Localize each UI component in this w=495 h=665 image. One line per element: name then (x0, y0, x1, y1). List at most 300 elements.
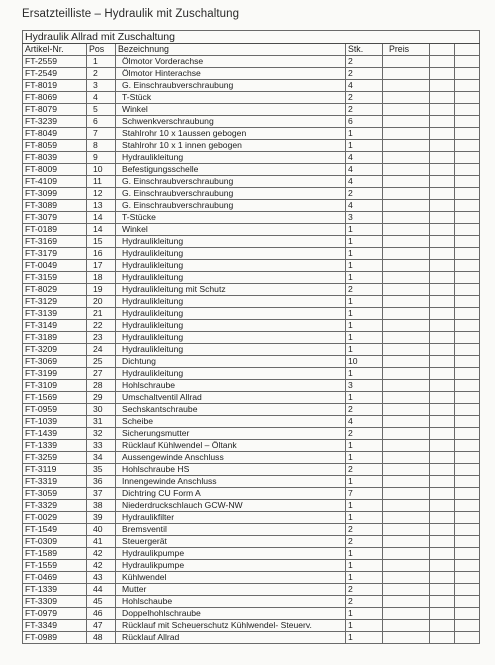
table-row (23, 404, 480, 416)
cell-blank (430, 632, 455, 644)
cell-pos: 14 (87, 224, 116, 236)
cell-artnr: FT-2559 (23, 56, 87, 68)
cell-blank (455, 476, 480, 488)
cell-pos: 6 (87, 116, 116, 128)
cell-desc: Hohlschaube (116, 596, 346, 608)
cell-qty: 4 (346, 164, 383, 176)
cell-qty: 2 (346, 584, 383, 596)
cell-qty: 3 (346, 212, 383, 224)
cell-blank (455, 92, 480, 104)
table-row (23, 68, 480, 80)
cell-blank (455, 128, 480, 140)
table-row (23, 164, 480, 176)
cell-pos: 29 (87, 392, 116, 404)
cell-blank (430, 116, 455, 128)
table-row (23, 584, 480, 596)
cell-price (383, 92, 430, 104)
cell-blank (455, 308, 480, 320)
table-row (23, 428, 480, 440)
cell-price (383, 104, 430, 116)
table-row (23, 320, 480, 332)
cell-qty: 1 (346, 476, 383, 488)
cell-price (383, 332, 430, 344)
cell-blank (430, 404, 455, 416)
cell-price (383, 164, 430, 176)
table-row (23, 296, 480, 308)
cell-pos: 7 (87, 128, 116, 140)
cell-blank (430, 368, 455, 380)
cell-qty: 2 (346, 56, 383, 68)
cell-artnr: FT-3319 (23, 476, 87, 488)
cell-pos: 28 (87, 380, 116, 392)
table-row (23, 620, 480, 632)
cell-pos: 43 (87, 572, 116, 584)
cell-desc: Hydraulikleitung (116, 152, 346, 164)
cell-qty: 1 (346, 296, 383, 308)
cell-price (383, 404, 430, 416)
cell-price (383, 380, 430, 392)
cell-desc: Winkel (116, 104, 346, 116)
cell-price (383, 608, 430, 620)
cell-blank (430, 272, 455, 284)
cell-blank (430, 440, 455, 452)
cell-blank (455, 212, 480, 224)
cell-artnr: FT-3189 (23, 332, 87, 344)
cell-qty: 1 (346, 392, 383, 404)
cell-qty: 1 (346, 344, 383, 356)
table-row (23, 260, 480, 272)
table-row (23, 332, 480, 344)
cell-artnr: FT-8049 (23, 128, 87, 140)
cell-artnr: FT-3099 (23, 188, 87, 200)
cell-qty: 2 (346, 524, 383, 536)
cell-blank (455, 488, 480, 500)
column-header-artnr: Artikel-Nr. (23, 44, 87, 56)
cell-artnr: FT-3239 (23, 116, 87, 128)
cell-blank (455, 200, 480, 212)
cell-blank (455, 224, 480, 236)
cell-blank (455, 68, 480, 80)
cell-price (383, 308, 430, 320)
cell-price (383, 80, 430, 92)
cell-price (383, 356, 430, 368)
cell-qty: 2 (346, 188, 383, 200)
cell-artnr: FT-3129 (23, 296, 87, 308)
cell-price (383, 152, 430, 164)
table-row (23, 176, 480, 188)
cell-artnr: FT-2549 (23, 68, 87, 80)
cell-desc: Sechskantschraube (116, 404, 346, 416)
cell-price (383, 632, 430, 644)
table-row (23, 128, 480, 140)
column-header-price: Preis (383, 44, 430, 56)
cell-qty: 1 (346, 440, 383, 452)
cell-desc: Hydraulikleitung (116, 368, 346, 380)
cell-artnr: FT-1339 (23, 584, 87, 596)
cell-blank (430, 332, 455, 344)
cell-blank (455, 572, 480, 584)
table-row (23, 212, 480, 224)
cell-blank (430, 308, 455, 320)
cell-blank (430, 140, 455, 152)
table-row (23, 500, 480, 512)
column-header-desc: Bezeichnung (116, 44, 346, 56)
cell-desc: Stahlrohr 10 x 1aussen gebogen (116, 128, 346, 140)
cell-pos: 24 (87, 344, 116, 356)
table-group-title-row (23, 31, 480, 44)
cell-desc: Mutter (116, 584, 346, 596)
cell-qty: 4 (346, 152, 383, 164)
cell-desc: Rücklauf Kühlwendel – Öltank (116, 440, 346, 452)
cell-price (383, 140, 430, 152)
cell-qty: 2 (346, 464, 383, 476)
cell-artnr: FT-3199 (23, 368, 87, 380)
cell-qty: 2 (346, 536, 383, 548)
column-header-blank (430, 44, 455, 56)
cell-pos: 16 (87, 248, 116, 260)
table-row (23, 596, 480, 608)
cell-blank (430, 560, 455, 572)
cell-desc: Scheibe (116, 416, 346, 428)
cell-desc: T-Stück (116, 92, 346, 104)
cell-pos: 1 (87, 56, 116, 68)
cell-price (383, 452, 430, 464)
table-header-row (23, 44, 480, 56)
cell-desc: Steuergerät (116, 536, 346, 548)
cell-blank (455, 320, 480, 332)
table-row (23, 512, 480, 524)
table-row (23, 224, 480, 236)
cell-artnr: FT-3069 (23, 356, 87, 368)
cell-artnr: FT-0189 (23, 224, 87, 236)
cell-qty: 1 (346, 572, 383, 584)
cell-desc: Umschaltventil Allrad (116, 392, 346, 404)
table-row (23, 392, 480, 404)
table-row (23, 308, 480, 320)
cell-blank (455, 440, 480, 452)
cell-qty: 4 (346, 416, 383, 428)
cell-blank (430, 344, 455, 356)
cell-desc: Hydraulikleitung (116, 272, 346, 284)
cell-pos: 2 (87, 68, 116, 80)
cell-blank (455, 56, 480, 68)
cell-artnr: FT-0049 (23, 260, 87, 272)
cell-pos: 13 (87, 200, 116, 212)
cell-desc: Aussengewinde Anschluss (116, 452, 346, 464)
cell-desc: Hydraulikleitung (116, 296, 346, 308)
cell-desc: Hydraulikfilter (116, 512, 346, 524)
cell-artnr: FT-1589 (23, 548, 87, 560)
cell-blank (455, 548, 480, 560)
column-header-pos: Pos (87, 44, 116, 56)
cell-artnr: FT-8039 (23, 152, 87, 164)
cell-blank (430, 188, 455, 200)
cell-blank (455, 272, 480, 284)
cell-blank (455, 164, 480, 176)
cell-blank (455, 500, 480, 512)
cell-pos: 40 (87, 524, 116, 536)
cell-pos: 22 (87, 320, 116, 332)
cell-qty: 1 (346, 512, 383, 524)
cell-blank (455, 176, 480, 188)
cell-blank (430, 572, 455, 584)
cell-price (383, 260, 430, 272)
cell-blank (430, 452, 455, 464)
cell-blank (455, 428, 480, 440)
cell-artnr: FT-3179 (23, 248, 87, 260)
cell-pos: 20 (87, 296, 116, 308)
cell-blank (455, 380, 480, 392)
cell-price (383, 572, 430, 584)
cell-artnr: FT-3209 (23, 344, 87, 356)
cell-artnr: FT-3089 (23, 200, 87, 212)
cell-price (383, 464, 430, 476)
cell-blank (430, 248, 455, 260)
cell-pos: 31 (87, 416, 116, 428)
cell-price (383, 596, 430, 608)
cell-qty: 10 (346, 356, 383, 368)
table-row (23, 236, 480, 248)
cell-pos: 3 (87, 80, 116, 92)
cell-desc: Hydraulikleitung (116, 344, 346, 356)
cell-blank (455, 404, 480, 416)
cell-pos: 23 (87, 332, 116, 344)
table-row (23, 368, 480, 380)
cell-pos: 15 (87, 236, 116, 248)
cell-price (383, 440, 430, 452)
cell-blank (455, 584, 480, 596)
cell-qty: 2 (346, 428, 383, 440)
cell-pos: 45 (87, 596, 116, 608)
parts-table (22, 30, 480, 644)
cell-qty: 1 (346, 548, 383, 560)
table-row (23, 116, 480, 128)
cell-pos: 8 (87, 140, 116, 152)
cell-price (383, 488, 430, 500)
cell-qty: 1 (346, 620, 383, 632)
table-row (23, 248, 480, 260)
cell-price (383, 236, 430, 248)
cell-price (383, 584, 430, 596)
cell-qty: 1 (346, 368, 383, 380)
cell-pos: 9 (87, 152, 116, 164)
cell-blank (430, 512, 455, 524)
cell-pos: 21 (87, 308, 116, 320)
cell-blank (430, 176, 455, 188)
cell-blank (455, 260, 480, 272)
cell-qty: 1 (346, 248, 383, 260)
cell-artnr: FT-8009 (23, 164, 87, 176)
cell-desc: Hydraulikleitung (116, 320, 346, 332)
cell-price (383, 116, 430, 128)
cell-pos: 47 (87, 620, 116, 632)
cell-artnr: FT-3169 (23, 236, 87, 248)
cell-artnr: FT-0979 (23, 608, 87, 620)
cell-price (383, 296, 430, 308)
cell-price (383, 176, 430, 188)
cell-qty: 2 (346, 92, 383, 104)
cell-pos: 10 (87, 164, 116, 176)
table-group-title: Hydraulik Allrad mit Zuschaltung (23, 31, 480, 44)
cell-pos: 19 (87, 284, 116, 296)
cell-desc: Ölmotor Hinterachse (116, 68, 346, 80)
cell-price (383, 560, 430, 572)
table-row (23, 80, 480, 92)
cell-blank (430, 80, 455, 92)
cell-qty: 2 (346, 68, 383, 80)
table-row (23, 608, 480, 620)
cell-price (383, 212, 430, 224)
cell-blank (455, 104, 480, 116)
cell-artnr: FT-3349 (23, 620, 87, 632)
table-row (23, 560, 480, 572)
cell-pos: 46 (87, 608, 116, 620)
cell-blank (430, 620, 455, 632)
cell-desc: Hohlschraube HS (116, 464, 346, 476)
table-row (23, 632, 480, 644)
cell-price (383, 128, 430, 140)
cell-artnr: FT-8059 (23, 140, 87, 152)
cell-blank (430, 152, 455, 164)
cell-blank (430, 428, 455, 440)
cell-price (383, 536, 430, 548)
cell-desc: Hydraulikpumpe (116, 560, 346, 572)
cell-artnr: FT-1559 (23, 560, 87, 572)
cell-price (383, 524, 430, 536)
table-row (23, 284, 480, 296)
document-title: Ersatzteilliste – Hydraulik mit Zuschaltung (22, 8, 240, 20)
cell-blank (455, 536, 480, 548)
cell-qty: 4 (346, 80, 383, 92)
cell-blank (455, 356, 480, 368)
cell-blank (430, 548, 455, 560)
cell-desc: Schwenkverschraubung (116, 116, 346, 128)
cell-artnr: FT-1439 (23, 428, 87, 440)
cell-blank (430, 416, 455, 428)
cell-blank (455, 248, 480, 260)
cell-blank (430, 476, 455, 488)
cell-price (383, 320, 430, 332)
cell-desc: Ölmotor Vorderachse (116, 56, 346, 68)
cell-blank (430, 464, 455, 476)
cell-blank (455, 116, 480, 128)
cell-qty: 4 (346, 176, 383, 188)
cell-price (383, 68, 430, 80)
cell-blank (455, 188, 480, 200)
cell-blank (455, 524, 480, 536)
cell-price (383, 548, 430, 560)
cell-price (383, 392, 430, 404)
cell-desc: Hydraulikleitung (116, 236, 346, 248)
cell-artnr: FT-8029 (23, 284, 87, 296)
cell-blank (455, 620, 480, 632)
cell-desc: T-Stücke (116, 212, 346, 224)
cell-desc: Rücklauf Allrad (116, 632, 346, 644)
cell-desc: Befestigungsschelle (116, 164, 346, 176)
cell-desc: Hydraulikleitung (116, 260, 346, 272)
table-row (23, 536, 480, 548)
cell-pos: 37 (87, 488, 116, 500)
cell-blank (430, 260, 455, 272)
table-row (23, 272, 480, 284)
cell-price (383, 476, 430, 488)
cell-blank (430, 284, 455, 296)
cell-pos: 39 (87, 512, 116, 524)
cell-desc: Hydraulikleitung (116, 248, 346, 260)
table-row (23, 524, 480, 536)
cell-artnr: FT-3149 (23, 320, 87, 332)
cell-blank (455, 236, 480, 248)
cell-desc: Hydraulikpumpe (116, 548, 346, 560)
table-row (23, 464, 480, 476)
cell-blank (430, 488, 455, 500)
cell-artnr: FT-1039 (23, 416, 87, 428)
cell-desc: Dichtring CU Form A (116, 488, 346, 500)
cell-qty: 1 (346, 224, 383, 236)
cell-qty: 1 (346, 500, 383, 512)
cell-artnr: FT-0029 (23, 512, 87, 524)
cell-qty: 1 (346, 272, 383, 284)
cell-blank (430, 380, 455, 392)
cell-blank (455, 464, 480, 476)
cell-pos: 32 (87, 428, 116, 440)
cell-desc: Stahlrohr 10 x 1 innen gebogen (116, 140, 346, 152)
table-row (23, 548, 480, 560)
cell-blank (455, 296, 480, 308)
cell-artnr: FT-3309 (23, 596, 87, 608)
cell-qty: 1 (346, 128, 383, 140)
cell-blank (455, 512, 480, 524)
cell-blank (430, 392, 455, 404)
cell-blank (455, 152, 480, 164)
cell-blank (455, 632, 480, 644)
table-row (23, 152, 480, 164)
cell-qty: 2 (346, 104, 383, 116)
cell-price (383, 248, 430, 260)
cell-blank (430, 200, 455, 212)
cell-blank (455, 608, 480, 620)
cell-price (383, 188, 430, 200)
cell-qty: 2 (346, 596, 383, 608)
cell-desc: G. Einschraubverschraubung (116, 176, 346, 188)
cell-blank (430, 584, 455, 596)
cell-qty: 7 (346, 488, 383, 500)
cell-blank (430, 608, 455, 620)
table-row (23, 416, 480, 428)
cell-pos: 35 (87, 464, 116, 476)
cell-blank (455, 416, 480, 428)
cell-qty: 4 (346, 200, 383, 212)
cell-artnr: FT-3259 (23, 452, 87, 464)
cell-artnr: FT-0989 (23, 632, 87, 644)
table-row (23, 572, 480, 584)
table-row (23, 56, 480, 68)
cell-blank (455, 452, 480, 464)
cell-blank (430, 236, 455, 248)
cell-price (383, 500, 430, 512)
cell-price (383, 56, 430, 68)
cell-desc: G. Einschraubverschraubung (116, 188, 346, 200)
cell-artnr: FT-3109 (23, 380, 87, 392)
cell-pos: 30 (87, 404, 116, 416)
cell-blank (455, 368, 480, 380)
cell-blank (430, 320, 455, 332)
cell-desc: Niederdruckschlauch GCW-NW (116, 500, 346, 512)
cell-price (383, 284, 430, 296)
cell-blank (455, 332, 480, 344)
cell-price (383, 368, 430, 380)
cell-qty: 1 (346, 608, 383, 620)
